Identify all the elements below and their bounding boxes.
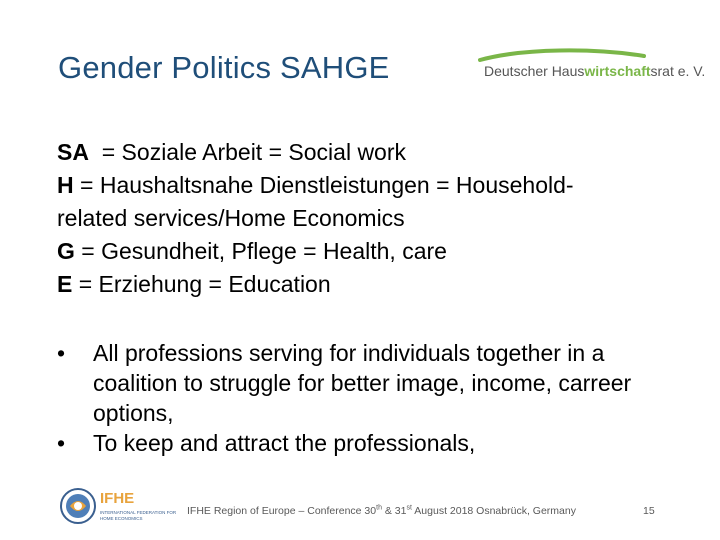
- bullet-text: All professions serving for individuals together in a coalition to struggle for better image, income, carreer options,: [93, 340, 632, 426]
- ifhe-logo: [58, 484, 188, 528]
- footer-text-part: IFHE Region of Europe – Conference 30: [187, 505, 377, 517]
- definition-h-continued: related services/Home Economics: [57, 205, 405, 231]
- logo-text-accent: wirtschaft: [584, 63, 651, 79]
- definition-text: = Haushaltsnahe Dienstleistungen = Household-: [73, 172, 574, 198]
- page-number: 15: [643, 505, 655, 517]
- footer-sup: st: [406, 504, 412, 512]
- definition-abbr: G: [57, 238, 75, 264]
- deutscher-hauswirtschaftsrat-logo: [474, 50, 706, 84]
- definition-text: = Soziale Arbeit = Social work: [88, 139, 407, 165]
- logo-text-end: srat e. V.: [650, 63, 706, 79]
- ifhe-logo-subtext: HOME ECONOMICS: [100, 516, 143, 521]
- ifhe-logo-subtext: INTERNATIONAL FEDERATION FOR: [100, 510, 177, 515]
- bullet-item: [57, 338, 667, 428]
- definition-g: [57, 235, 677, 268]
- ifhe-logo-text: IFHE: [100, 490, 135, 507]
- definition-h: [57, 169, 677, 202]
- definition-abbr: SA: [57, 139, 89, 165]
- definition-text: = Gesundheit, Pflege = Health, care: [74, 238, 447, 264]
- bullet-icon: •: [57, 430, 66, 456]
- svg-text:Deutscher Hauswirtschaftsrat e: [484, 63, 705, 79]
- footer-text-part: & 31: [381, 505, 407, 517]
- bullet-list: [57, 338, 667, 458]
- footer-conference-text: [187, 505, 576, 517]
- definition-abbr: E: [57, 271, 73, 297]
- slide-title: Gender Politics SAHGE: [58, 50, 390, 85]
- footer-text-part: August 2018 Osnabrück, Germany: [411, 505, 576, 517]
- abbreviation-definitions: [57, 136, 677, 301]
- definition-text: = Erziehung = Education: [72, 271, 331, 297]
- bullet-icon: •: [57, 340, 66, 366]
- definition-e: [57, 268, 677, 301]
- logo-text-dark: Deutscher Haus: [484, 63, 585, 79]
- bullet-item: [57, 428, 667, 458]
- footer-sup: th: [376, 504, 382, 512]
- definition-sa: [57, 136, 677, 169]
- bullet-text: To keep and attract the professionals,: [93, 430, 476, 456]
- definition-abbr: H: [57, 172, 74, 198]
